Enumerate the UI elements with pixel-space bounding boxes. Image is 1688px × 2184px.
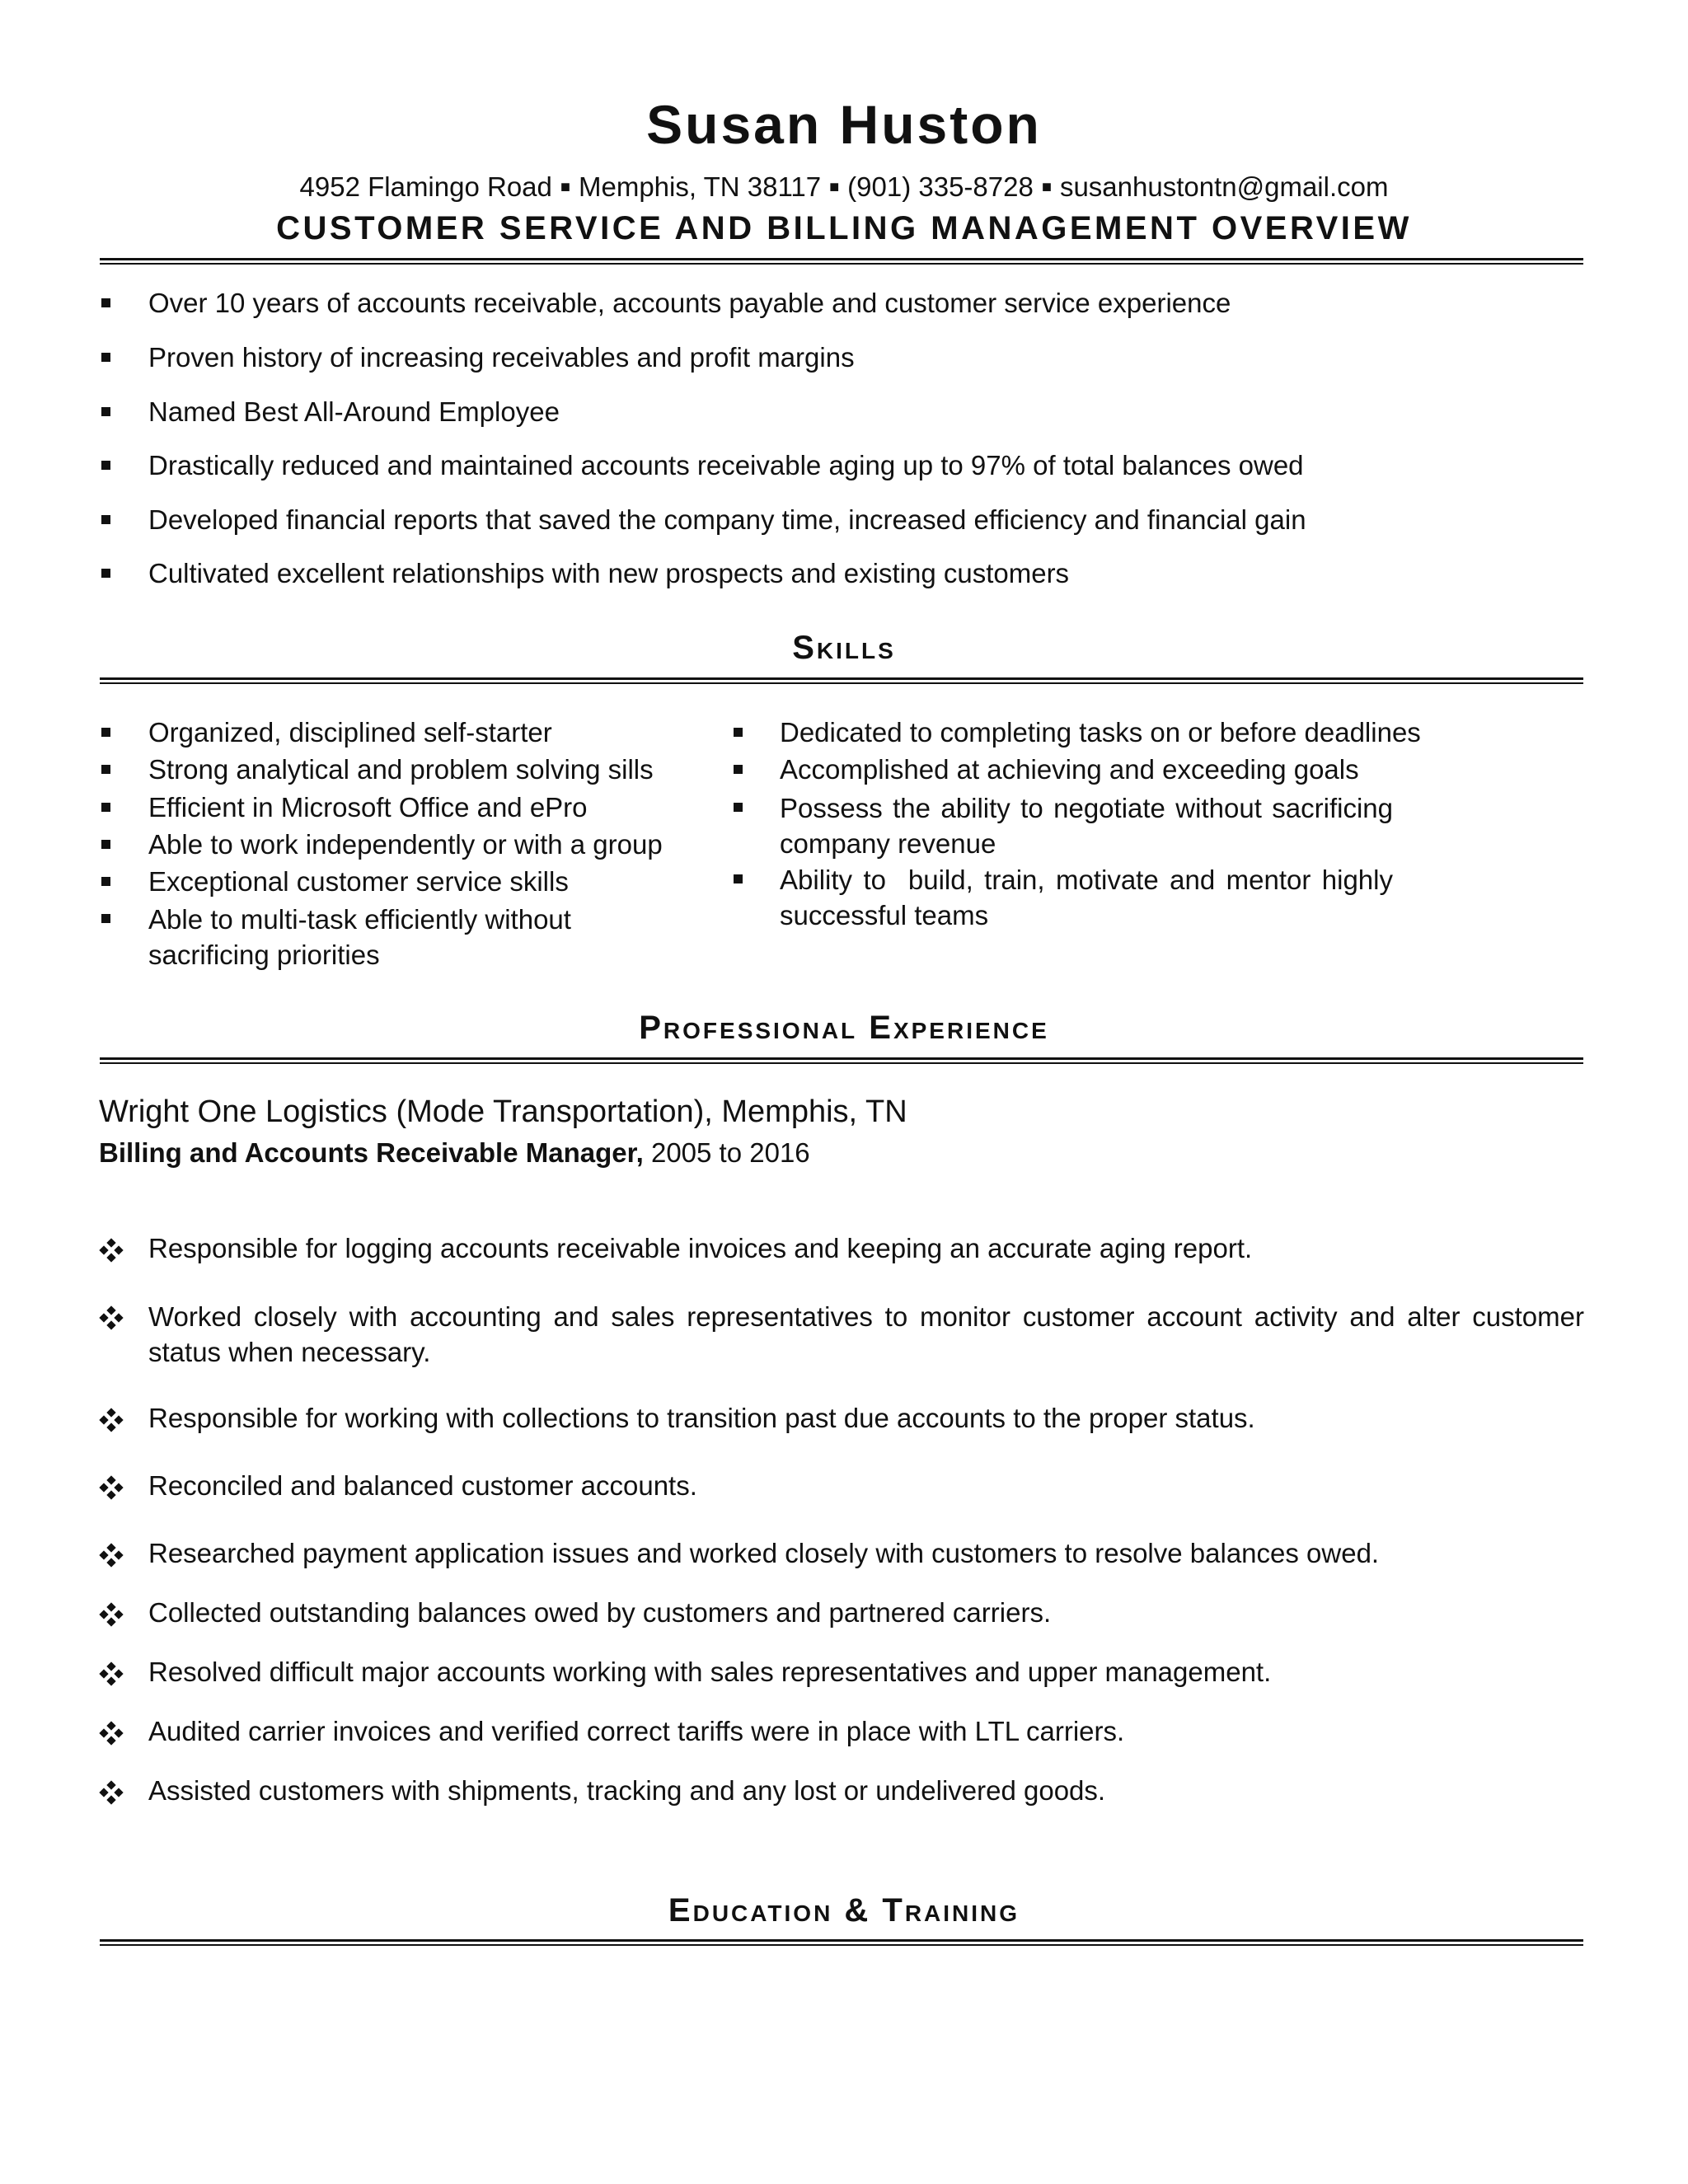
experience-heading: Professional Experience xyxy=(639,1010,1049,1046)
section-divider xyxy=(100,1057,1583,1064)
separator-icon: ■ xyxy=(560,178,570,196)
contact-line xyxy=(0,173,1688,200)
diamond-bullet-icon xyxy=(101,1477,122,1498)
square-bullet-icon xyxy=(734,728,743,737)
skill-item: Possess the ability to negotiate without sacrificing company revenue xyxy=(780,793,1393,859)
square-bullet-icon xyxy=(101,840,110,849)
overview-item: Named Best All-Around Employee xyxy=(148,396,560,427)
square-bullet-icon xyxy=(101,728,110,737)
company-line: Wright One Logistics (Mode Transportation), Memphis, TN xyxy=(99,1094,907,1129)
skill-item: Organized, disciplined self-starter xyxy=(148,717,552,748)
section-divider xyxy=(100,1939,1583,1946)
experience-item: Resolved difficult major accounts working with sales representatives and upper management. xyxy=(148,1657,1272,1687)
diamond-bullet-icon xyxy=(101,1722,122,1744)
role-dates: 2005 to 2016 xyxy=(643,1137,810,1168)
address: 4952 Flamingo Road xyxy=(299,171,552,202)
experience-item: Worked closely with accounting and sales representatives to monitor customer account activity and alter customer status when necessary. xyxy=(148,1301,1584,1367)
diamond-bullet-icon xyxy=(101,1409,122,1431)
experience-item: Audited carrier invoices and verified correct tariffs were in place with LTL carriers. xyxy=(148,1716,1125,1746)
email: susanhustontn@gmail.com xyxy=(1059,171,1389,202)
square-bullet-icon xyxy=(101,765,110,774)
overview-item: Proven history of increasing receivables and profit margins xyxy=(148,342,855,373)
square-bullet-icon xyxy=(101,914,110,923)
square-bullet-icon xyxy=(101,803,110,812)
square-bullet-icon xyxy=(101,298,110,307)
section-divider xyxy=(100,677,1583,684)
square-bullet-icon xyxy=(101,877,110,886)
skill-item: Accomplished at achieving and exceeding goals xyxy=(780,754,1359,785)
experience-item: Responsible for working with collections to transition past due accounts to the proper status. xyxy=(148,1403,1255,1433)
overview-item: Cultivated excellent relationships with new prospects and existing customers xyxy=(148,558,1070,588)
city: Memphis, TN 38117 xyxy=(578,171,822,202)
diamond-bullet-icon xyxy=(101,1604,122,1625)
square-bullet-icon xyxy=(101,515,110,524)
overview-item: Over 10 years of accounts receivable, accounts payable and customer service experience xyxy=(148,288,1231,318)
diamond-bullet-icon xyxy=(101,1307,122,1329)
separator-icon: ■ xyxy=(1041,178,1052,196)
role-line xyxy=(99,1139,810,1166)
section-divider xyxy=(100,258,1583,265)
skill-item: Ability to build, train, motivate and mentor highly successful teams xyxy=(780,865,1401,930)
diamond-bullet-icon xyxy=(101,1663,122,1685)
candidate-name: Susan Huston xyxy=(646,94,1042,155)
diamond-bullet-icon xyxy=(101,1240,122,1261)
overview-heading: CUSTOMER SERVICE AND BILLING MANAGEMENT OVERVIEW xyxy=(276,210,1412,246)
overview-item: Developed financial reports that saved the company time, increased efficiency and financial gain xyxy=(148,504,1306,535)
diamond-bullet-icon xyxy=(101,1544,122,1566)
square-bullet-icon xyxy=(734,874,743,883)
skill-item: Efficient in Microsoft Office and ePro xyxy=(148,792,588,823)
experience-item: Responsible for logging accounts receivable invoices and keeping an accurate aging report. xyxy=(148,1233,1253,1263)
skill-item: Able to work independently or with a group xyxy=(148,829,663,860)
skills-heading: Skills xyxy=(792,630,896,666)
square-bullet-icon xyxy=(101,461,110,470)
experience-item: Reconciled and balanced customer accounts. xyxy=(148,1470,697,1501)
experience-item: Collected outstanding balances owed by customers and partnered carriers. xyxy=(148,1597,1052,1628)
skill-item: Exceptional customer service skills xyxy=(148,866,569,897)
experience-item: Assisted customers with shipments, tracking and any lost or undelivered goods. xyxy=(148,1775,1106,1806)
square-bullet-icon xyxy=(734,765,743,774)
square-bullet-icon xyxy=(101,353,110,362)
separator-icon: ■ xyxy=(829,178,840,196)
experience-item: Researched payment application issues and worked closely with customers to resolve balances owed. xyxy=(148,1538,1380,1568)
education-heading: Education & Training xyxy=(668,1892,1020,1929)
skill-item: Strong analytical and problem solving sills xyxy=(148,754,654,785)
square-bullet-icon xyxy=(734,803,743,812)
overview-item: Drastically reduced and maintained accounts receivable aging up to 97% of total balances owed xyxy=(148,450,1304,480)
square-bullet-icon xyxy=(101,407,110,416)
skill-item: Dedicated to completing tasks on or before deadlines xyxy=(780,717,1421,748)
role-title: Billing and Accounts Receivable Manager, xyxy=(99,1137,644,1168)
diamond-bullet-icon xyxy=(101,1782,122,1803)
skill-item: Able to multi-task efficiently without sacrificing priorities xyxy=(148,904,571,970)
phone: (901) 335-8728 xyxy=(847,171,1034,202)
square-bullet-icon xyxy=(101,569,110,578)
